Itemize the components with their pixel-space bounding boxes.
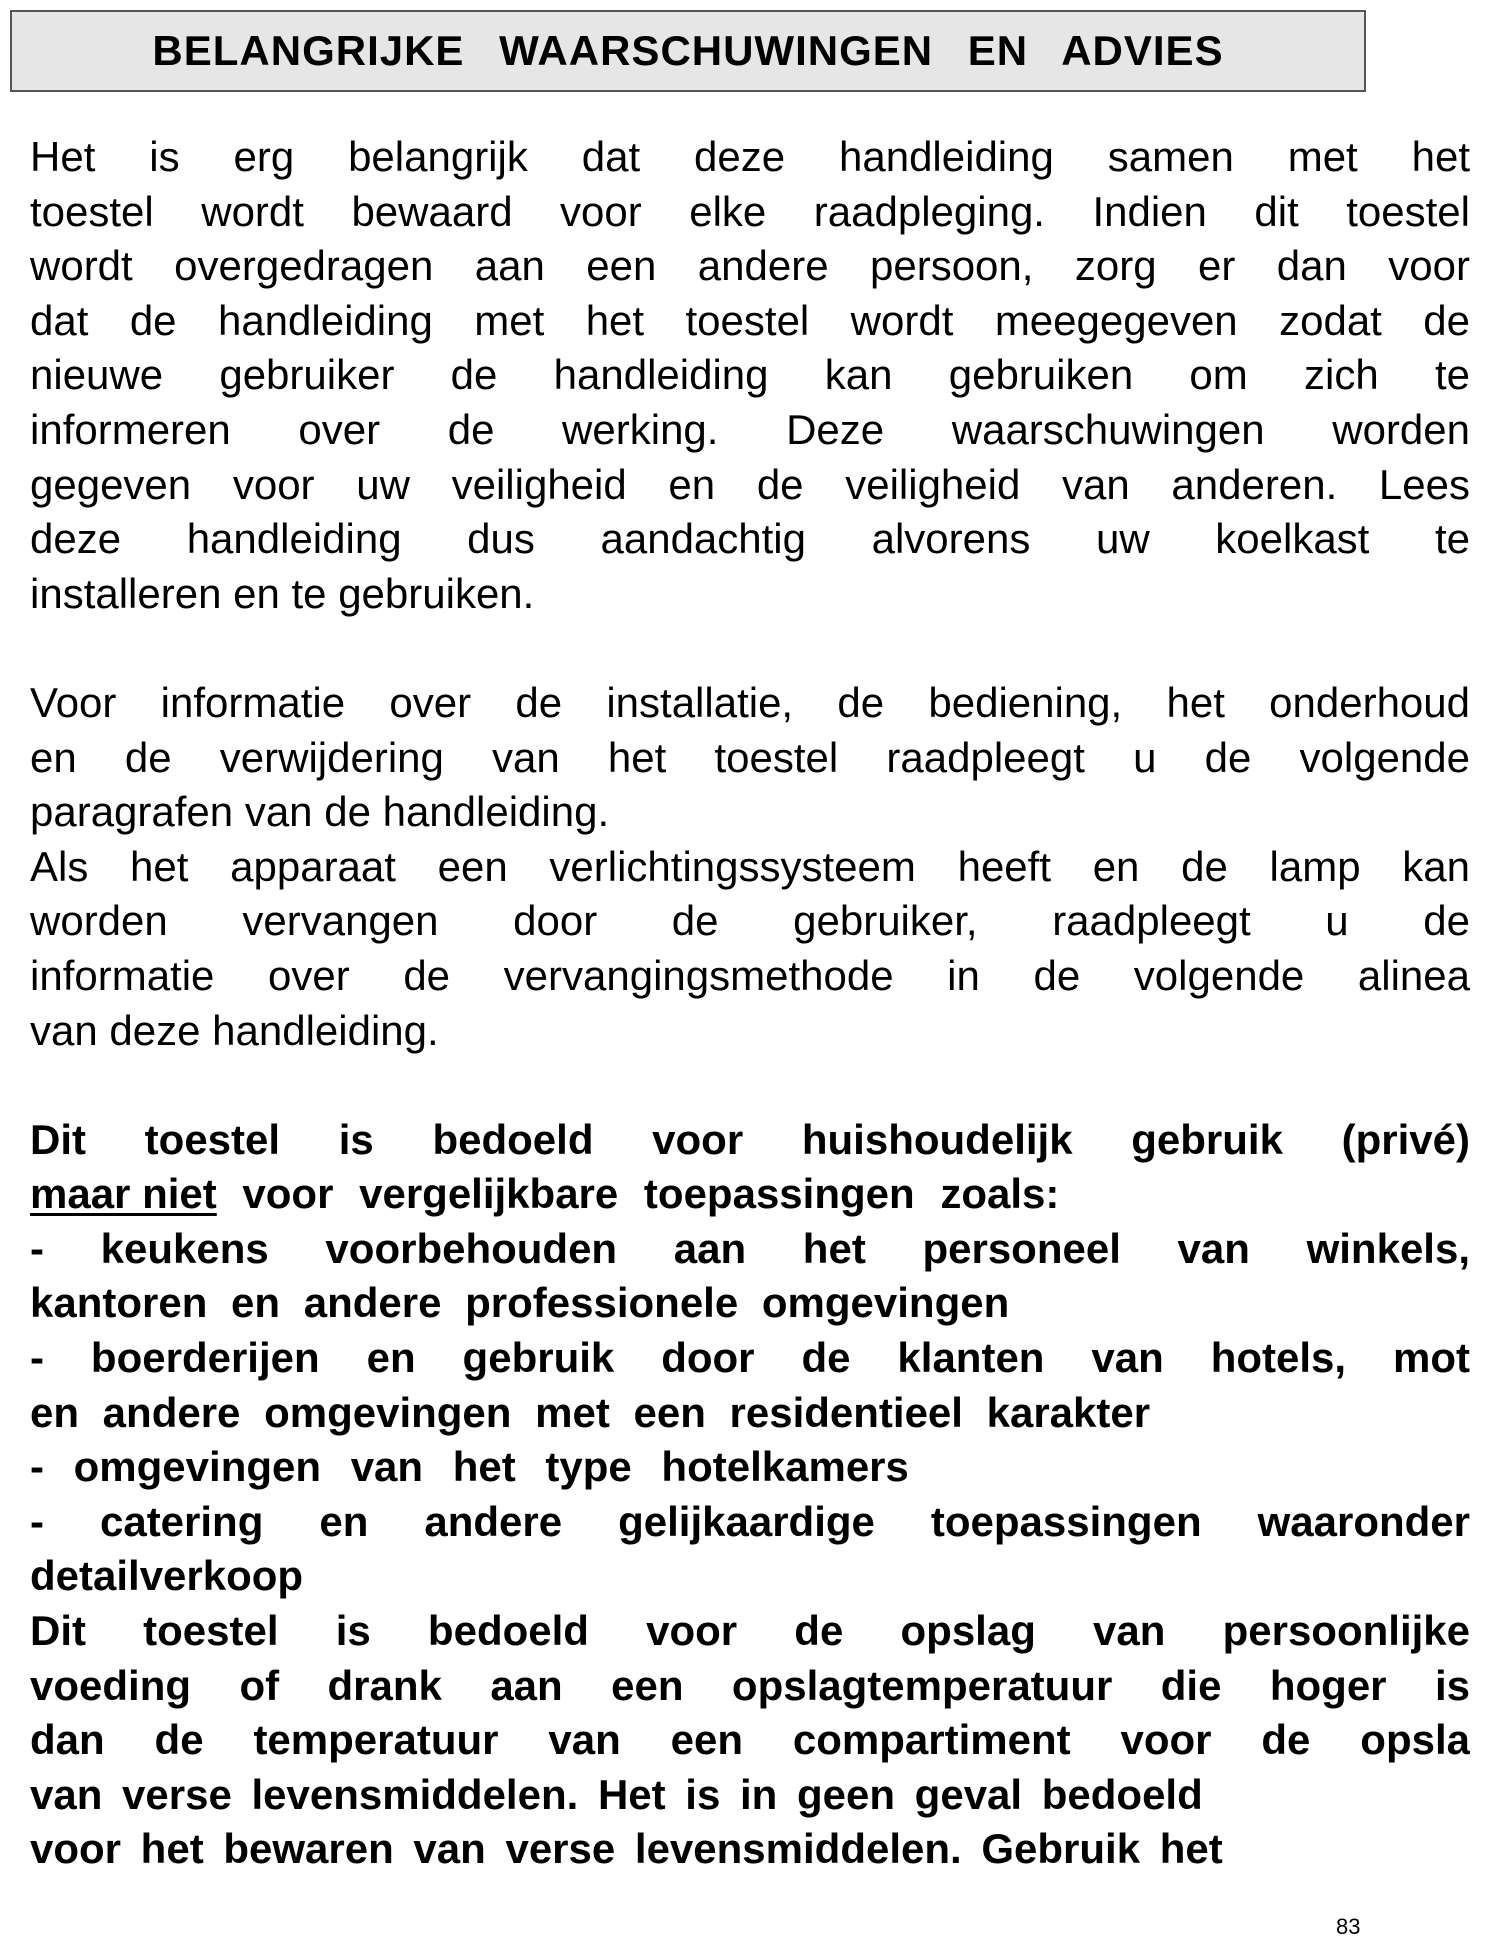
text-line: - omgevingen van het type hotelkamers (30, 1443, 909, 1491)
text-line: paragrafen van de handleiding. (30, 788, 610, 836)
text-line: Voor informatie over de installatie, de bediening, het onderhoud (30, 678, 1470, 726)
paragraph-gap (30, 621, 1470, 676)
text-line: - keukens voorbehouden aan het personeel van winkels, (30, 1224, 1470, 1272)
section-title: BELANGRIJKE WAARSCHUWINGEN EN ADVIES (152, 27, 1224, 74)
text-line: Het is erg belangrijk dat deze handleiding samen met het (30, 133, 1470, 180)
text-line: toestel wordt bewaard voor elke raadpleging. Indien dit toestel (30, 187, 1470, 235)
text-line: wordt overgedragen aan een andere persoon, zorg er dan voor (30, 242, 1470, 290)
text-line: informatie over de vervangingsmethode in de volgende alinea (30, 951, 1470, 999)
text-line: detailverkoop (30, 1552, 304, 1600)
document-body (30, 130, 1470, 1877)
usage-restrictions (30, 1113, 1470, 1877)
text-line: deze handleiding dus aandachtig alvorens uw koelkast te (30, 515, 1470, 563)
text-line: dan de temperatuur van een compartiment voor de opsla (30, 1716, 1470, 1764)
text-line: dat de handleiding met het toestel wordt meegegeven zodat de (30, 296, 1470, 344)
paragraph-gap (30, 1058, 1470, 1113)
intro-paragraph (30, 130, 1470, 621)
text-line: Dit toestel is bedoeld voor huishoudelijk gebruik (privé) (30, 1115, 1470, 1163)
text-line: en de verwijdering van het toestel raadpleegt u de volgende (30, 733, 1470, 781)
underlined-phrase: maar niet (30, 1170, 217, 1218)
section-title-box (10, 10, 1366, 92)
info-paragraph (30, 676, 1470, 1058)
text-line: van deze handleiding. (30, 1006, 439, 1054)
text-line: voeding of drank aan een opslagtemperatuur die hoger is (30, 1661, 1470, 1709)
text-line: gegeven voor uw veiligheid en de veiligheid van anderen. Lees (30, 460, 1470, 508)
text-line: Als het apparaat een verlichtingssysteem heeft en de lamp kan (30, 842, 1470, 890)
text-line: worden vervangen door de gebruiker, raadpleegt u de (30, 897, 1470, 945)
text-line: installeren en te gebruiken. (30, 569, 535, 617)
text-line: nieuwe gebruiker de handleiding kan gebruiken om zich te (30, 351, 1470, 399)
text-line: en andere omgevingen met een residentieel karakter (30, 1388, 1151, 1436)
text-line: - boerderijen en gebruik door de klanten van hotels, mot (30, 1334, 1470, 1382)
text-line (30, 1167, 1470, 1222)
text-line: voor het bewaren van verse levensmiddelen. Gebruik het (30, 1825, 1223, 1873)
text-line: informeren over de werking. Deze waarschuwingen worden (30, 405, 1470, 453)
text-line: Dit toestel is bedoeld voor de opslag van persoonlijke (30, 1607, 1470, 1655)
text-line: van verse levensmiddelen. Het is in geen geval bedoeld (30, 1770, 1203, 1818)
text-fragment: voor vergelijkbare toepassingen zoals: (216, 1170, 1060, 1218)
text-line: - catering en andere gelijkaardige toepassingen waaronder (30, 1497, 1470, 1545)
text-line: kantoren en andere professionele omgevingen (30, 1279, 1010, 1327)
page-number: 83 (1336, 1914, 1361, 1939)
